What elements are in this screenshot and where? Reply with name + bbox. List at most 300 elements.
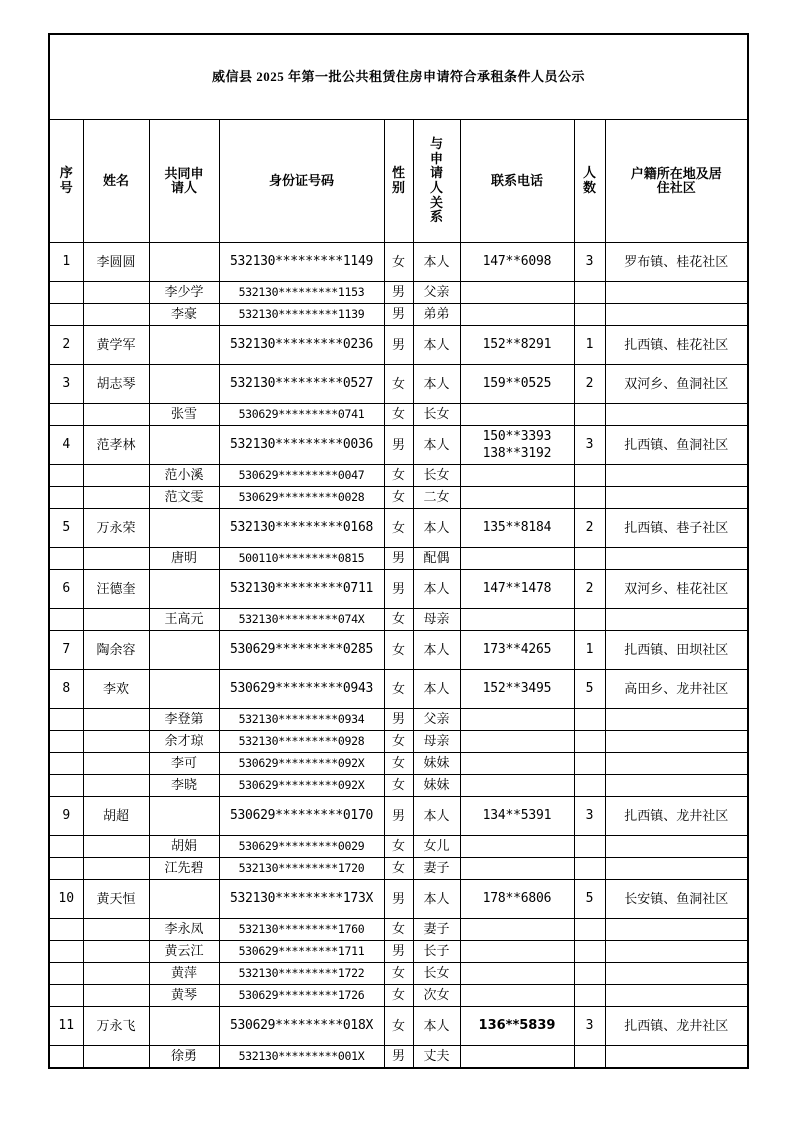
table-body [49,34,748,1068]
cell-id-number: 530629*********0047 [219,465,384,487]
header-count-char-1: 人 [582,165,596,181]
table-row [49,1046,748,1069]
cell-applicant-name: 万永荣 [83,509,149,548]
cell-phone [460,836,574,858]
cell-relation: 妻子 [413,858,460,880]
cell-sex: 女 [384,919,413,941]
cell-household-count [574,836,605,858]
table-row [49,670,748,709]
cell-phone [460,404,574,426]
cell-applicant-name [83,985,149,1007]
cell-household-count [574,941,605,963]
cell-sex: 女 [384,631,413,670]
cell-sex: 女 [384,836,413,858]
cell-phone [460,282,574,304]
phone-line: 134**5391 [482,808,552,824]
column-header-address [605,120,748,243]
table-row [49,570,748,609]
cell-address [605,304,748,326]
phone-line: 135**8184 [482,520,552,536]
cell-relation: 本人 [413,670,460,709]
cell-seq [49,304,83,326]
cell-coapplicant-name [149,365,219,404]
cell-coapplicant-name: 余才琼 [149,731,219,753]
cell-coapplicant-name [149,426,219,465]
cell-coapplicant-name [149,631,219,670]
cell-household-count [574,487,605,509]
cell-seq: 1 [49,243,83,282]
table-row [49,487,748,509]
cell-phone [460,753,574,775]
cell-sex: 男 [384,282,413,304]
cell-coapplicant-name: 李豪 [149,304,219,326]
cell-phone [460,570,574,609]
cell-seq: 2 [49,326,83,365]
cell-id-number: 532130*********0711 [219,570,384,609]
applicant-eligibility-table [48,33,749,1069]
cell-seq [49,753,83,775]
phone-line: 152**3495 [482,681,552,697]
cell-phone [460,487,574,509]
cell-sex: 男 [384,570,413,609]
cell-coapplicant-name: 胡娟 [149,836,219,858]
cell-id-number: 500110*********0815 [219,548,384,570]
table-row [49,1007,748,1046]
column-header-count [574,120,605,243]
column-header-coapplicant [149,120,219,243]
cell-id-number: 532130*********1722 [219,963,384,985]
header-relation-char-6: 系 [429,209,443,225]
cell-relation: 本人 [413,570,460,609]
cell-sex: 男 [384,326,413,365]
cell-household-count [574,609,605,631]
cell-phone [460,670,574,709]
cell-phone [460,963,574,985]
cell-coapplicant-name [149,670,219,709]
cell-relation: 长子 [413,941,460,963]
cell-phone [460,509,574,548]
cell-address [605,836,748,858]
cell-household-count [574,731,605,753]
cell-address [605,282,748,304]
cell-applicant-name [83,858,149,880]
header-relation-char-5: 关 [429,194,443,210]
table-row [49,326,748,365]
cell-relation: 女儿 [413,836,460,858]
header-sex-char-1: 性 [391,165,405,181]
cell-sex: 女 [384,985,413,1007]
cell-relation: 长女 [413,465,460,487]
cell-coapplicant-name [149,570,219,609]
cell-coapplicant-name [149,509,219,548]
cell-sex: 女 [384,404,413,426]
cell-id-number: 532130*********1720 [219,858,384,880]
cell-relation: 丈夫 [413,1046,460,1069]
header-relation-char-2: 申 [429,150,443,166]
cell-coapplicant-name: 黄琴 [149,985,219,1007]
column-header-relation [413,120,460,243]
cell-id-number: 532130*********1153 [219,282,384,304]
cell-address [605,858,748,880]
cell-coapplicant-name: 李少学 [149,282,219,304]
cell-coapplicant-name [149,797,219,836]
cell-seq: 4 [49,426,83,465]
table-row [49,426,748,465]
phone-line: 136**5839 [478,1018,556,1034]
cell-applicant-name: 胡超 [83,797,149,836]
cell-applicant-name: 胡志琴 [83,365,149,404]
cell-coapplicant-name: 李登第 [149,709,219,731]
cell-address: 扎西镇、田坝社区 [605,631,748,670]
cell-relation: 次女 [413,985,460,1007]
cell-id-number: 530629*********1726 [219,985,384,1007]
cell-address: 扎西镇、鱼洞社区 [605,426,748,465]
cell-sex: 男 [384,426,413,465]
cell-sex: 女 [384,509,413,548]
title-row [49,34,748,120]
cell-sex: 女 [384,775,413,797]
cell-seq [49,1046,83,1069]
cell-applicant-name: 黄学军 [83,326,149,365]
cell-coapplicant-name: 范小溪 [149,465,219,487]
cell-sex: 女 [384,670,413,709]
column-header-id-number: 身份证号码 [219,120,384,243]
cell-id-number: 530629*********092X [219,753,384,775]
header-coapplicant-line-1: 共同申 [164,165,204,181]
cell-coapplicant-name: 范文雯 [149,487,219,509]
column-header-seq [49,120,83,243]
phone-line: 152**8291 [482,337,552,353]
cell-seq [49,731,83,753]
table-row [49,709,748,731]
cell-applicant-name: 黄天恒 [83,880,149,919]
cell-coapplicant-name [149,243,219,282]
cell-seq [49,858,83,880]
cell-address: 扎西镇、龙井社区 [605,797,748,836]
cell-phone [460,1007,574,1046]
page-title: 威信县 2025 年第一批公共租赁住房申请符合承租条件人员公示 [49,34,748,120]
cell-household-count: 2 [574,570,605,609]
cell-coapplicant-name: 唐明 [149,548,219,570]
cell-id-number: 530629*********0943 [219,670,384,709]
cell-id-number: 530629*********0029 [219,836,384,858]
cell-coapplicant-name: 黄萍 [149,963,219,985]
cell-applicant-name: 李圆圆 [83,243,149,282]
cell-seq: 5 [49,509,83,548]
table-row [49,243,748,282]
cell-relation: 长女 [413,404,460,426]
cell-id-number: 532130*********0934 [219,709,384,731]
cell-seq: 7 [49,631,83,670]
table-row [49,775,748,797]
cell-seq [49,836,83,858]
cell-seq: 10 [49,880,83,919]
cell-seq: 8 [49,670,83,709]
cell-relation: 本人 [413,365,460,404]
table-row [49,404,748,426]
cell-relation: 本人 [413,243,460,282]
cell-sex: 女 [384,243,413,282]
cell-address [605,609,748,631]
cell-id-number: 532130*********0928 [219,731,384,753]
header-relation-char-1: 与 [429,136,443,152]
cell-applicant-name [83,775,149,797]
cell-id-number: 532130*********0527 [219,365,384,404]
cell-household-count: 3 [574,1007,605,1046]
cell-sex: 女 [384,1007,413,1046]
cell-household-count: 3 [574,426,605,465]
cell-coapplicant-name [149,1007,219,1046]
cell-relation: 二女 [413,487,460,509]
cell-coapplicant-name: 张雪 [149,404,219,426]
table-row [49,731,748,753]
cell-coapplicant-name: 李永凤 [149,919,219,941]
cell-sex: 女 [384,858,413,880]
cell-applicant-name: 万永飞 [83,1007,149,1046]
cell-seq [49,919,83,941]
cell-sex: 女 [384,731,413,753]
phone-line: 150**3393 [482,428,552,444]
table-row [49,836,748,858]
cell-phone [460,304,574,326]
cell-household-count: 1 [574,326,605,365]
cell-sex: 男 [384,548,413,570]
header-seq-char-1: 序 [59,165,73,181]
cell-id-number: 532130*********1139 [219,304,384,326]
cell-phone [460,797,574,836]
table-row [49,365,748,404]
cell-relation: 长女 [413,963,460,985]
cell-coapplicant-name: 李可 [149,753,219,775]
header-count-char-2: 数 [582,180,596,195]
cell-address [605,548,748,570]
cell-household-count: 3 [574,243,605,282]
cell-applicant-name: 汪德奎 [83,570,149,609]
cell-applicant-name: 李欢 [83,670,149,709]
phone-line: 178**6806 [482,891,552,907]
public-notice-sheet [48,33,747,1069]
cell-applicant-name: 范孝林 [83,426,149,465]
cell-seq: 3 [49,365,83,404]
cell-phone [460,775,574,797]
table-row [49,797,748,836]
table-row [49,282,748,304]
cell-address: 双河乡、桂花社区 [605,570,748,609]
cell-id-number: 532130*********0236 [219,326,384,365]
cell-phone [460,631,574,670]
cell-applicant-name [83,919,149,941]
cell-relation: 配偶 [413,548,460,570]
cell-household-count: 2 [574,509,605,548]
cell-address [605,941,748,963]
cell-seq: 6 [49,570,83,609]
cell-phone [460,365,574,404]
phone-line: 173**4265 [482,642,552,658]
cell-address [605,919,748,941]
table-row [49,753,748,775]
cell-address [605,963,748,985]
cell-seq [49,465,83,487]
cell-address [605,775,748,797]
cell-household-count: 5 [574,670,605,709]
cell-relation: 父亲 [413,282,460,304]
cell-phone [460,880,574,919]
cell-seq [49,985,83,1007]
cell-applicant-name [83,1046,149,1069]
cell-applicant-name [83,548,149,570]
cell-household-count [574,985,605,1007]
cell-household-count: 2 [574,365,605,404]
table-row [49,304,748,326]
cell-applicant-name [83,282,149,304]
cell-phone [460,858,574,880]
cell-applicant-name: 陶余容 [83,631,149,670]
cell-seq [49,709,83,731]
cell-household-count [574,963,605,985]
cell-applicant-name [83,465,149,487]
cell-seq [49,282,83,304]
cell-sex: 女 [384,365,413,404]
table-row [49,609,748,631]
header-address-line-2: 住社区 [656,180,696,195]
cell-sex: 女 [384,609,413,631]
cell-household-count [574,465,605,487]
cell-id-number: 532130*********173X [219,880,384,919]
cell-relation: 妻子 [413,919,460,941]
cell-household-count [574,1046,605,1069]
header-sex-char-2: 别 [391,180,405,195]
phone-line: 147**6098 [482,254,552,270]
header-relation-char-3: 请 [429,165,443,181]
cell-id-number: 530629*********1711 [219,941,384,963]
cell-id-number: 532130*********1149 [219,243,384,282]
cell-sex: 男 [384,709,413,731]
cell-id-number: 532130*********1760 [219,919,384,941]
cell-phone [460,609,574,631]
cell-seq [49,609,83,631]
cell-id-number: 530629*********092X [219,775,384,797]
cell-household-count [574,753,605,775]
cell-applicant-name [83,753,149,775]
cell-household-count [574,548,605,570]
cell-phone [460,243,574,282]
cell-phone [460,919,574,941]
cell-applicant-name [83,609,149,631]
cell-applicant-name [83,836,149,858]
cell-sex: 女 [384,487,413,509]
phone-line: 147**1478 [482,581,552,597]
cell-seq [49,404,83,426]
cell-phone [460,985,574,1007]
cell-applicant-name [83,731,149,753]
cell-relation: 本人 [413,509,460,548]
header-coapplicant-line-2: 请人 [170,180,197,195]
phone-line: 159**0525 [482,376,552,392]
cell-applicant-name [83,709,149,731]
cell-coapplicant-name: 王高元 [149,609,219,631]
cell-phone [460,465,574,487]
cell-applicant-name [83,304,149,326]
cell-address: 高田乡、龙井社区 [605,670,748,709]
cell-address: 罗布镇、桂花社区 [605,243,748,282]
cell-address [605,709,748,731]
cell-id-number: 530629*********0741 [219,404,384,426]
cell-id-number: 532130*********0036 [219,426,384,465]
cell-address: 双河乡、鱼洞社区 [605,365,748,404]
cell-address: 扎西镇、桂花社区 [605,326,748,365]
cell-id-number: 530629*********018X [219,1007,384,1046]
cell-seq [49,487,83,509]
table-row [49,509,748,548]
cell-household-count [574,775,605,797]
cell-address [605,753,748,775]
cell-relation: 本人 [413,426,460,465]
cell-relation: 妹妹 [413,775,460,797]
cell-household-count: 1 [574,631,605,670]
cell-phone [460,326,574,365]
cell-coapplicant-name [149,880,219,919]
cell-address [605,404,748,426]
cell-phone [460,709,574,731]
cell-id-number: 530629*********0028 [219,487,384,509]
cell-sex: 男 [384,941,413,963]
cell-relation: 本人 [413,880,460,919]
cell-applicant-name [83,941,149,963]
cell-relation: 本人 [413,1007,460,1046]
cell-seq [49,548,83,570]
cell-coapplicant-name: 黄云江 [149,941,219,963]
cell-sex: 女 [384,963,413,985]
cell-seq: 11 [49,1007,83,1046]
cell-id-number: 532130*********001X [219,1046,384,1069]
cell-id-number: 530629*********0285 [219,631,384,670]
table-row [49,941,748,963]
cell-household-count: 3 [574,797,605,836]
cell-relation: 妹妹 [413,753,460,775]
cell-sex: 女 [384,465,413,487]
cell-phone [460,1046,574,1069]
cell-household-count [574,919,605,941]
cell-phone [460,941,574,963]
cell-address [605,731,748,753]
column-header-name: 姓名 [83,120,149,243]
table-row [49,985,748,1007]
cell-applicant-name [83,963,149,985]
cell-coapplicant-name: 李晓 [149,775,219,797]
table-row [49,963,748,985]
cell-id-number: 532130*********074X [219,609,384,631]
cell-relation: 本人 [413,797,460,836]
cell-applicant-name [83,487,149,509]
cell-applicant-name [83,404,149,426]
table-header-row [49,120,748,243]
cell-sex: 女 [384,753,413,775]
cell-household-count [574,282,605,304]
cell-household-count [574,304,605,326]
cell-address: 长安镇、鱼洞社区 [605,880,748,919]
cell-address: 扎西镇、龙井社区 [605,1007,748,1046]
column-header-sex [384,120,413,243]
table-row [49,631,748,670]
cell-address [605,985,748,1007]
header-relation-char-4: 人 [429,180,443,195]
cell-coapplicant-name: 徐勇 [149,1046,219,1069]
table-row [49,465,748,487]
cell-phone [460,548,574,570]
header-seq-char-2: 号 [59,180,73,195]
cell-address: 扎西镇、巷子社区 [605,509,748,548]
cell-relation: 母亲 [413,731,460,753]
